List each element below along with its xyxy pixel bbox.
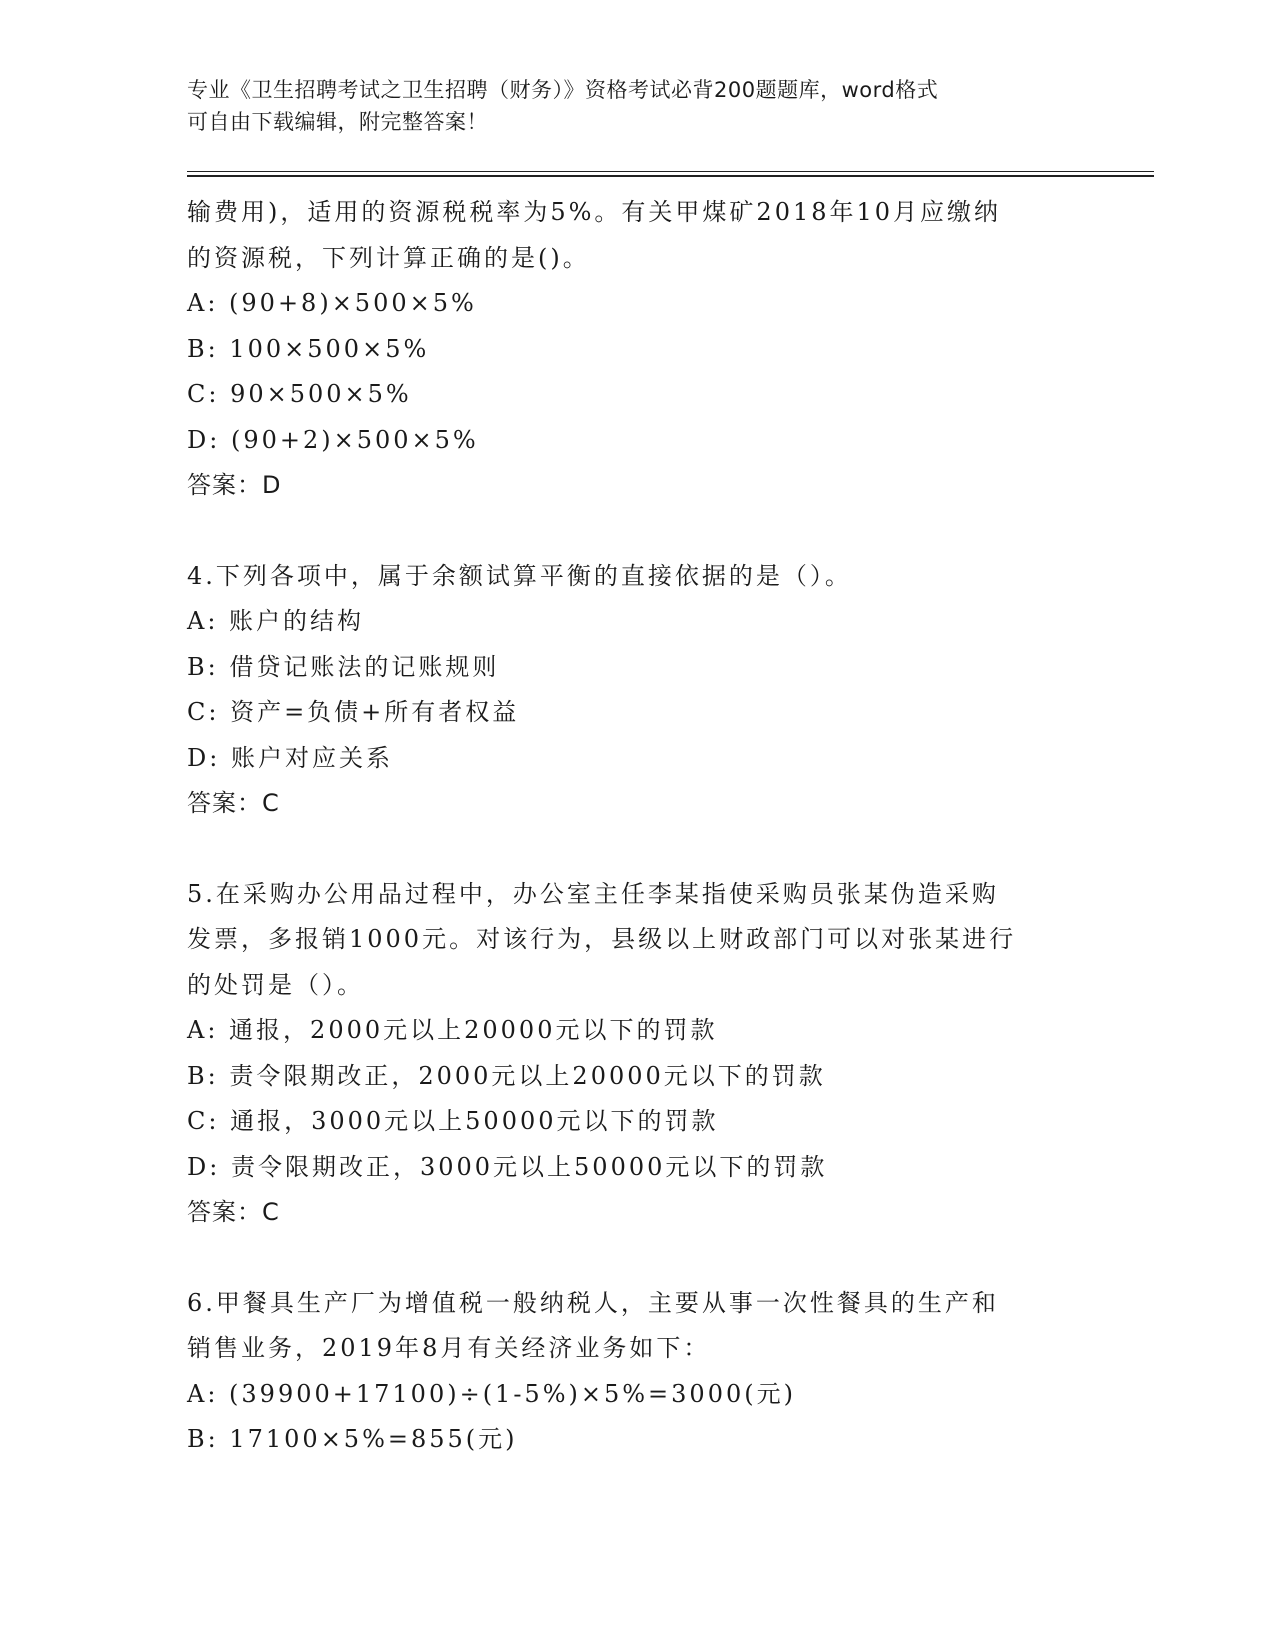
option-c: C: 90×500×5% [187,380,412,408]
question-stem-line: 的资源税，下列计算正确的是()。 [187,243,590,272]
question-stem-line: 的处罚是（）。 [187,970,364,999]
option-d: D: 账户对应关系 [187,743,393,772]
option-b: B: 17100×5%=855(元) [187,1425,518,1453]
option-d: D: 责令限期改正，3000元以上50000元以下的罚款 [187,1152,828,1181]
document-body [187,190,1087,1463]
answer: 答案：C [187,1198,280,1226]
header-divider-thin [187,171,1154,172]
question-stem-line: 5.在采购办公用品过程中，办公室主任李某指使采购员张某伪造采购 [187,879,999,908]
question-3 [187,190,1087,509]
question-stem-line: 发票，多报销1000元。对该行为，县级以上财政部门可以对张某进行 [187,925,1017,953]
header-divider-thick [187,175,1154,177]
option-a: A: 账户的结构 [187,607,365,635]
answer: 答案：D [187,471,282,499]
option-b: B: 责令限期改正，2000元以上20000元以下的罚款 [187,1061,826,1090]
option-b: B: 借贷记账法的记账规则 [187,652,500,681]
option-c: C: 资产=负债+所有者权益 [187,698,520,726]
question-stem-line: 6.甲餐具生产厂为增值税一般纳税人，主要从事一次性餐具的生产和 [187,1288,999,1317]
option-a: A: (39900+17100)÷(1-5%)×5%=3000(元) [187,1379,796,1408]
option-a: A: 通报，2000元以上20000元以下的罚款 [187,1016,718,1044]
option-b: B: 100×500×5% [187,334,430,363]
option-d: D: (90+2)×500×5% [187,425,479,454]
question-stem-line: 输费用)，适用的资源税税率为5%。有关甲煤矿2018年10月应缴纳 [187,198,1002,226]
option-a: A: (90+8)×500×5% [187,289,477,317]
question-stem-line: 4.下列各项中，属于余额试算平衡的直接依据的是（）。 [187,561,852,590]
question-5 [187,872,1087,1236]
document-header [187,74,1067,138]
question-6 [187,1281,1087,1463]
option-c: C: 通报，3000元以上50000元以下的罚款 [187,1107,719,1135]
header-line-1: 专业《卫生招聘考试之卫生招聘（财务）》资格考试必背200题题库，word格式 [187,78,939,102]
answer: 答案：C [187,789,280,817]
question-4 [187,554,1087,827]
header-line-2: 可自由下载编辑，附完整答案！ [187,110,488,134]
question-stem-line: 销售业务，2019年8月有关经济业务如下： [187,1334,711,1362]
